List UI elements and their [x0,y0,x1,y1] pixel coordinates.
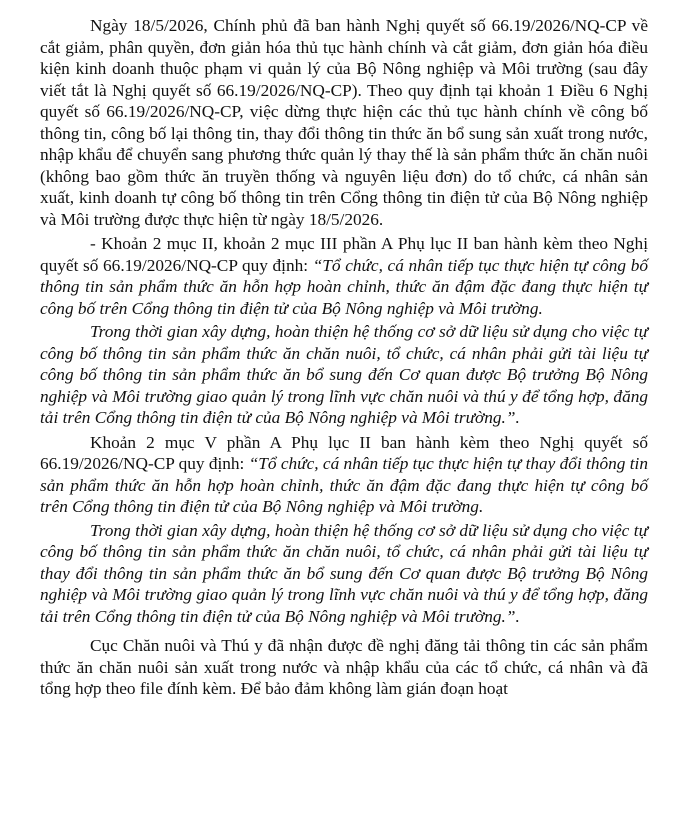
khoan2-paragraph [40,233,648,319]
intro-paragraph: Ngày 18/5/2026, Chính phủ đã ban hành Nghị quyết số 66.19/2026/NQ-CP về cắt giảm, phân quyền, đơn giản hóa thủ tục hành chính và cắt giảm, đơn giản hóa điều kiện kinh doanh thuộc phạm vi quản lý của Bộ Nông nghiệp và Môi trường (sau đây viết tắt là Nghị quyết số 66.19/2026/NQ-CP). Theo quy định tại khoản 1 Điều 6 Nghị quyết số 66.19/2026/NQ-CP, việc dừng thực hiện các thủ tục hành chính về công bố thông tin, công bố lại thông tin, thay đổi thông tin thức ăn bổ sung sản xuất trong nước, nhập khẩu để chuyển sang phương thức quản lý thay thế là sản phẩm thức ăn chăn nuôi (không bao gồm thức ăn truyền thống và nguyên liệu đơn) do tổ chức, cá nhân sản xuất, kinh doanh tự công bố thông tin trên Cổng thông tin điện tử của Bộ Nông nghiệp và Môi trường được thực hiện từ ngày 18/5/2026. [40,16,648,229]
khoan2-lead-text: - Khoản 2 mục II, khoản 2 mục III phần A Phụ lục II ban hành kèm theo Nghị quyết số 66.19/2026/NQ-CP quy định: [40,234,648,275]
closing-paragraph: Cục Chăn nuôi và Thú y đã nhận được đề nghị đăng tải thông tin các sản phẩm thức ăn chăn nuôi sản xuất trong nước và nhập khẩu của các tổ chức, cá nhân và đã tổng hợp theo file đính kèm. Để bảo đảm không làm gián đoạn hoạt [40,636,648,698]
khoan2-mucV-lead-text: Khoản 2 mục V phần A Phụ lục II ban hành kèm theo Nghị quyết số 66.19/2026/NQ-CP quy định: [40,432,648,473]
document-page [40,15,648,700]
khoan2-quote-text: “Tổ chức, cá nhân tiếp tục thực hiện tự công bố thông tin sản phẩm thức ăn hỗn hợp hoàn chỉnh, thức ăn đậm đặc đang thực hiện tự công bố trên Cổng thông tin điện tử của Bộ Nông nghiệp và Môi trường. [40,255,648,318]
khoan2-transition-paragraph: Trong thời gian xây dựng, hoàn thiện hệ thống cơ sở dữ liệu sử dụng cho việc tự công bố thông tin sản phẩm thức ăn chăn nuôi, tổ chức, cá nhân phải gửi tài liệu tự công bố thông tin sản phẩm thức ăn bổ sung đến Cơ quan được Bộ trưởng Bộ Nông nghiệp và Môi trường giao quản lý trong lĩnh vực chăn nuôi và thú y để tổng hợp, đăng tải trên Cổng thông tin điện tử của Bộ Nông nghiệp và Môi trường.”. [40,322,648,427]
khoan2-mucV-transition-paragraph: Trong thời gian xây dựng, hoàn thiện hệ thống cơ sở dữ liệu sử dụng cho việc tự công bố thông tin sản phẩm thức ăn chăn nuôi, tổ chức, cá nhân phải gửi tài liệu tự thay đổi thông tin sản phẩm thức ăn bổ sung đến Cơ quan được Bộ trưởng Bộ Nông nghiệp và Môi trường giao quản lý trong lĩnh vực chăn nuôi và thú y để tổng hợp, đăng tải trên Cổng thông tin điện tử của Bộ Nông nghiệp và Môi trường.”. [40,520,648,626]
khoan2-mucV-quote-text: “Tổ chức, cá nhân tiếp tục thực hiện tự thay đổi thông tin sản phẩm thức ăn hỗn hợp hoàn chỉnh, thức ăn đậm đặc đang thực hiện tự công bố trên Cổng thông tin điện tử của Bộ Nông nghiệp và Môi trường. [40,454,649,516]
khoan2-mucV-paragraph [40,432,648,518]
